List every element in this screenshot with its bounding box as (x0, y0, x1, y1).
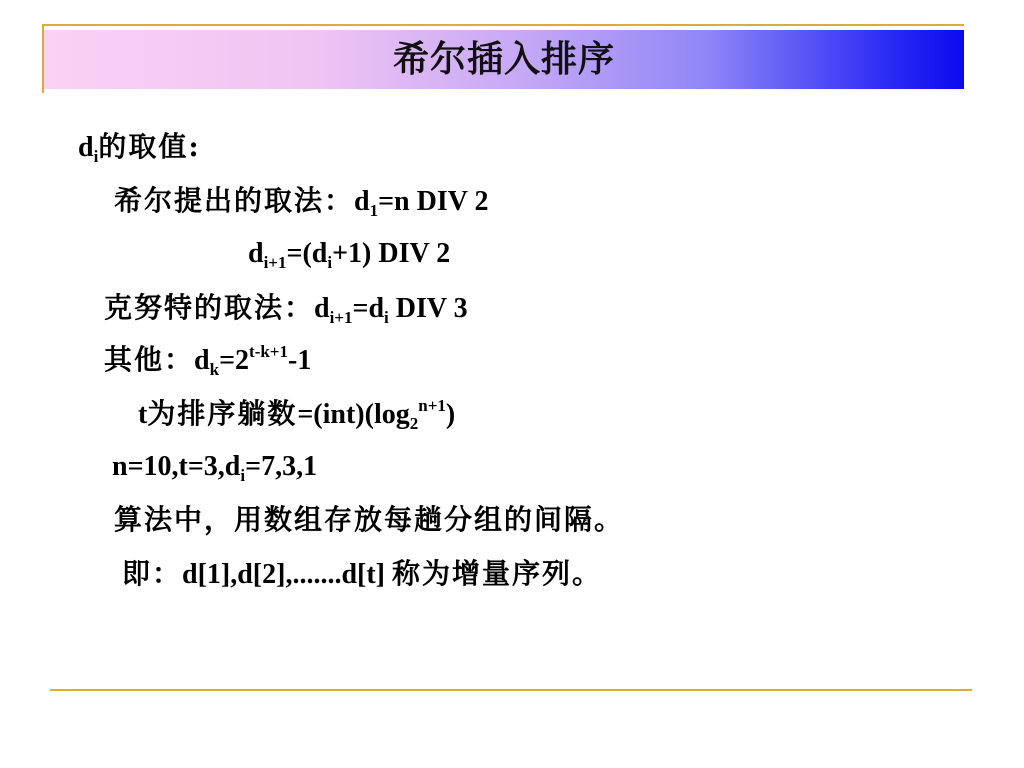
line-algorithm-note: 算法中，用数组存放每趟分组的间隔。 (114, 503, 625, 536)
var-t: t (138, 399, 148, 430)
line-knuth-method (104, 291, 468, 326)
sequence-text: d[1],d[2],.......d[t] (182, 559, 386, 590)
formula-rest: -1 (288, 345, 312, 376)
formula-mid: =2 (219, 345, 250, 376)
t-label: 为排序躺数 (147, 397, 298, 430)
heading-text: 的取值: (98, 130, 201, 163)
formula-rest: ) (445, 399, 456, 430)
bottom-rule (50, 689, 972, 691)
subscript-i: i (93, 147, 99, 166)
line-example (112, 450, 317, 484)
superscript-exponent: t-k+1 (249, 342, 288, 361)
subscript-i-plus-1: i+1 (329, 308, 353, 327)
sequence-caption: 称为增量序列。 (392, 557, 603, 590)
line-t-definition (138, 397, 455, 432)
line-shell-method (114, 184, 488, 219)
formula-mid: =d (352, 293, 385, 324)
shell-label: 希尔提出的取法： (114, 184, 355, 217)
var-d: d (248, 238, 264, 269)
namely-label: 即： (122, 557, 183, 590)
formula-mid: =(d (286, 238, 328, 269)
subscript-1: 1 (369, 201, 379, 220)
other-label: 其他： (104, 343, 195, 376)
example-rest: =7,3,1 (245, 451, 318, 482)
var-d: d (194, 345, 210, 376)
formula-rest: +1) DIV 2 (332, 238, 451, 269)
line-di-values (78, 130, 201, 165)
var-d: d (314, 293, 330, 324)
subscript-i: i (240, 466, 246, 485)
subscript-i: i (327, 253, 333, 272)
subscript-i: i (384, 308, 389, 327)
line-other-method (104, 343, 311, 378)
line-increment-sequence (122, 557, 602, 592)
formula-rest: =n DIV 2 (378, 186, 489, 217)
line-shell-recurrence (248, 237, 450, 271)
subscript-2: 2 (409, 414, 419, 433)
var-d: d (354, 186, 370, 217)
subscript-k: k (209, 360, 220, 379)
example-prefix: n=10,t=3,d (112, 451, 241, 482)
subscript-i-plus-1: i+1 (263, 253, 287, 272)
knuth-label: 克努特的取法： (104, 291, 315, 324)
title-top-rule (42, 24, 964, 26)
slide-title: 希尔插入排序 (392, 39, 615, 80)
var-d: d (78, 132, 94, 163)
formula-rest: DIV 3 (388, 293, 468, 324)
formula-mid: =(int)(log (297, 399, 410, 430)
superscript-n-plus-1: n+1 (418, 396, 446, 415)
